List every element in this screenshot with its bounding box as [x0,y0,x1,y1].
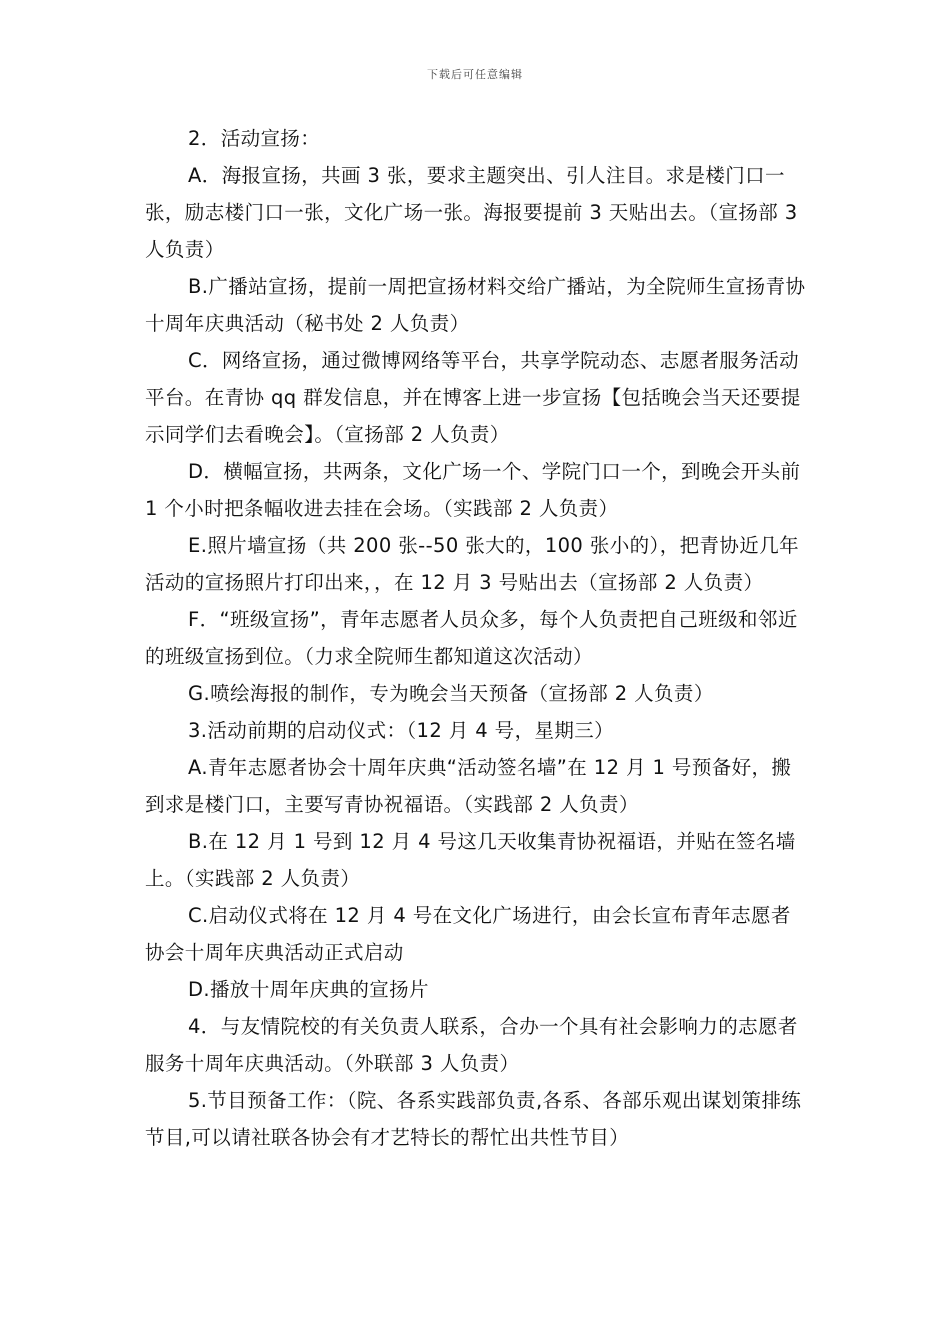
section-5-paragraph: 5.节目预备工作：（院、各系实践部负责,各系、各部乐观出谋划策排练节目,可以请社联各协会有才艺特长的帮忙出共性节目） [145,1089,802,1149]
paragraph-promo-video: D.播放十周年庆典的宣扬片 [188,978,429,1001]
paragraph-signature-wall: A.青年志愿者协会十周年庆典“活动签名墙”在 12 月 1 号预备好，搬到求是楼门口，主要写青协祝福语。（实践部 2 人负责） [145,756,792,816]
page-header-note: 下载后可任意编辑 [427,68,523,81]
section-2-heading: 2．活动宣扬： [188,127,321,150]
paragraph-launch-ceremony: C.启动仪式将在 12 月 4 号在文化广场进行，由会长宣布青年志愿者协会十周年庆典活动正式启动 [145,904,791,964]
paragraph-banner-promotion: D．横幅宣扬，共两条，文化广场一个、学院门口一个，到晚会开头前 1 个小时把条幅收进去挂在会场。（实践部 2 人负责） [145,460,801,520]
paragraph-spray-poster: G.喷绘海报的制作，专为晚会当天预备（宣扬部 2 人负责） [188,682,714,705]
document-body [145,120,810,1156]
section-4-paragraph: 4．与友情院校的有关负责人联系，合办一个具有社会影响力的志愿者服务十周年庆典活动。（外联部 3 人负责） [145,1015,798,1075]
paragraph-photo-wall: E.照片墙宣扬（共 200 张--50 张大的，100 张小的），把青协近几年活动的宣扬照片打印出来，，在 12 月 3 号贴出去（宣扬部 2 人负责） [145,534,799,594]
paragraph-broadcast-promotion: B.广播站宣扬，提前一周把宣扬材料交给广播站，为全院师生宣扬青协十周年庆典活动（秘书处 2 人负责） [145,275,806,335]
section-3-heading: 3.活动前期的启动仪式：（12 月 4 号，星期三） [188,719,615,742]
paragraph-collect-wishes: B.在 12 月 1 号到 12 月 4 号这几天收集青协祝福语，并贴在签名墙上。（实践部 2 人负责） [145,830,796,890]
paragraph-class-promotion: F．“班级宣扬”，青年志愿者人员众多，每个人负责把自己班级和邻近的班级宣扬到位。（力求全院师生都知道这次活动） [145,608,798,668]
paragraph-network-promotion: C．网络宣扬，通过微博网络等平台，共享学院动态、志愿者服务活动平台。在青协 qq 群发信息，并在博客上进一步宣扬【包括晚会当天还要提示同学们去看晚会】。（宣扬部 2 人负责） [145,349,801,446]
paragraph-poster-promotion: A．海报宣扬，共画 3 张，要求主题突出、引人注目。求是楼门口一张，励志楼门口一张，文化广场一张。海报要提前 3 天贴出去。（宣扬部 3 人负责） [145,164,798,261]
